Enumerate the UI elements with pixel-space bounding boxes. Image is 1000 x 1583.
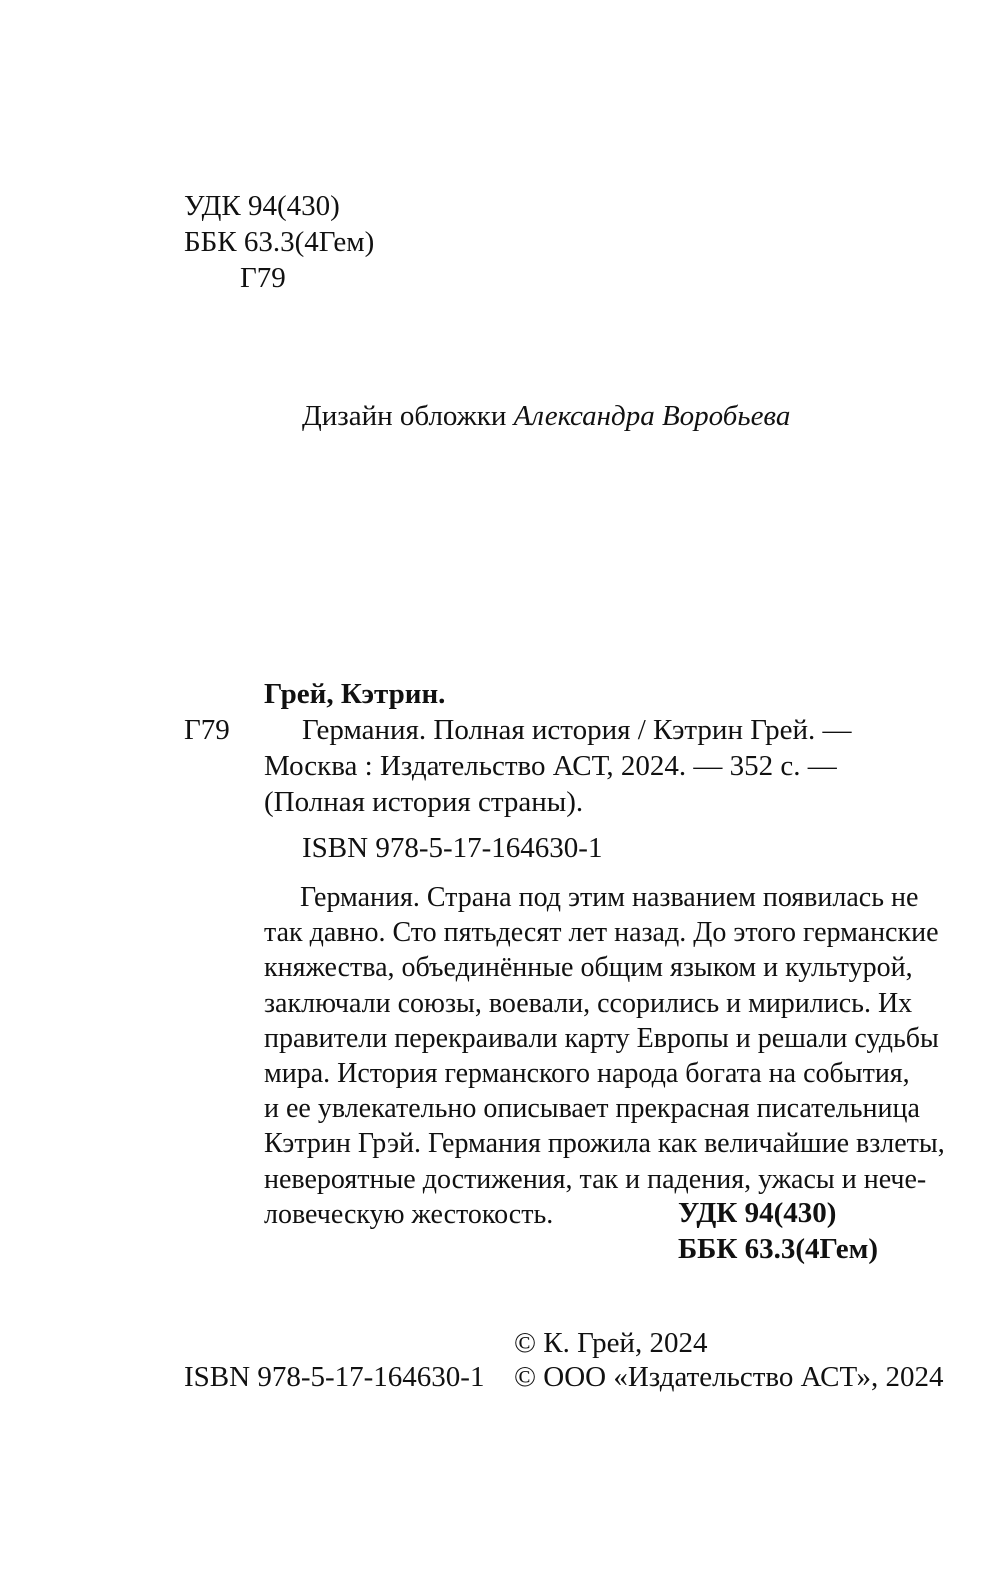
catalog-author-sign: Г79 <box>184 714 230 746</box>
annotation-line: княжества, объединённые общим языком и культурой, <box>264 952 913 984</box>
footer-isbn: ISBN 978-5-17-164630-1 <box>184 1361 485 1393</box>
annotation-line: правители перекраивали карту Европы и решали судьбы <box>264 1022 939 1054</box>
cover-design-credit <box>302 398 790 434</box>
annotation-line: мира. История германского народа богата на события, <box>264 1058 910 1090</box>
catalog-line-series: (Полная история страны). <box>264 786 584 818</box>
udk-code-top: УДК 94(430) <box>184 190 340 222</box>
annotation-line: так давно. Сто пятьдесят лет назад. До этого германские <box>264 917 939 949</box>
copyright-author: © К. Грей, 2024 <box>514 1327 708 1359</box>
author-sign-top: Г79 <box>240 262 286 294</box>
annotation-line: ловеческую жестокость. <box>264 1198 554 1230</box>
annotation-line: Германия. Страна под этим названием появилась не <box>300 882 919 913</box>
catalog-line-title: Германия. Полная история / Кэтрин Грей. — <box>302 714 852 746</box>
catalog-isbn: ISBN 978-5-17-164630-1 <box>302 832 603 864</box>
annotation-line: Кэтрин Грэй. Германия прожила как величайшие взлеты, <box>264 1128 945 1160</box>
annotation-line: невероятные достижения, так и падения, ужасы и нече- <box>264 1163 927 1195</box>
udk-code-bottom: УДК 94(430) <box>678 1197 837 1229</box>
annotation <box>264 880 945 1232</box>
annotation-line: и ее увлекательно описывает прекрасная писательница <box>264 1093 920 1125</box>
copyright-publisher: © ООО «Издательство АСТ», 2024 <box>514 1361 944 1393</box>
cover-design-prefix: Дизайн обложки <box>302 400 514 432</box>
bbk-code-top: ББК 63.3(4Гем) <box>184 226 375 258</box>
author-heading: Грей, Кэтрин. <box>264 678 446 710</box>
annotation-line: заключали союзы, воевали, ссорились и мирились. Их <box>264 987 913 1019</box>
cover-designer-name: Александра Воробьева <box>513 400 791 432</box>
catalog-line-imprint: Москва : Издательство АСТ, 2024. — 352 с. — <box>264 750 837 782</box>
bbk-code-bottom: ББК 63.3(4Гем) <box>678 1233 879 1265</box>
